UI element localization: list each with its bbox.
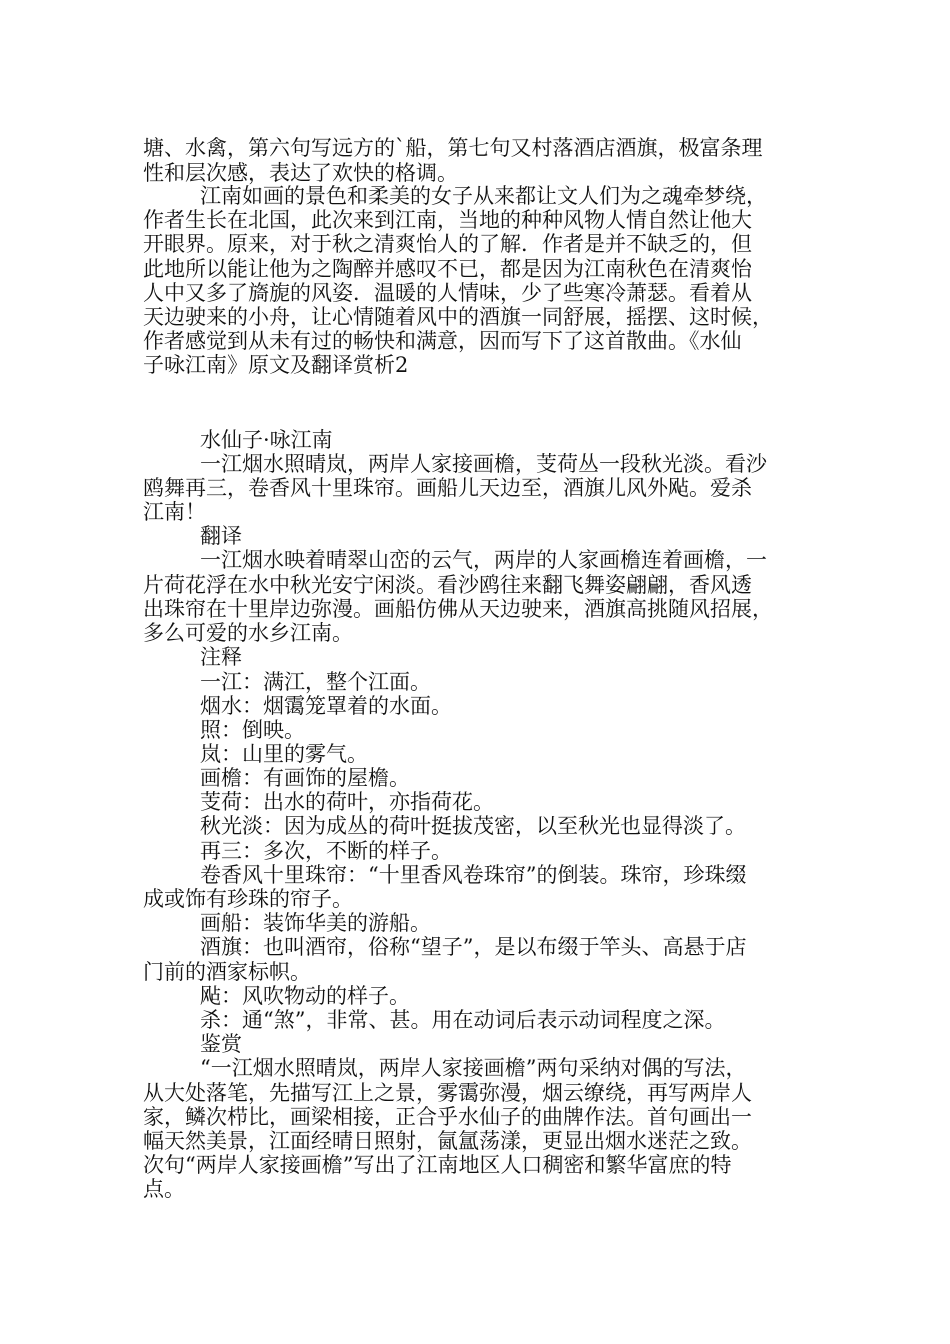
text-line: 此地所以能让他为之陶醉并感叹不已，都是因为江南秋色在清爽怡 [143,257,752,281]
text-line: 性和层次感，表达了欢快的格调。 [143,161,458,185]
note-line: 芰荷：出水的荷叶，亦指荷花。 [200,790,494,814]
appreciation-line: 从大处落笔，先描写江上之景，雾霭弥漫，烟云缭绕，再写两岸人 [143,1081,752,1105]
section-heading-appreciation: 鉴赏 [200,1032,242,1056]
note-line: 烟水：烟霭笼罩着的水面。 [200,694,452,718]
note-line: 画檐：有画饰的屋檐。 [200,766,410,790]
text-line: 人中又多了旖旎的风姿．温暖的人情味，少了些寒冷萧瑟。看着从 [143,281,752,305]
note-line: 秋光淡：因为成丛的荷叶挺拔茂密，以至秋光也显得淡了。 [200,814,746,838]
text-line: 作者感觉到从未有过的畅快和满意，因而写下了这首散曲。《水仙 [143,329,742,353]
section-heading-translation: 翻译 [200,524,242,548]
translation-line: 片荷花浮在水中秋光安宁闲淡。看沙鸥往来翻飞舞姿翩翩，香风透 [143,573,752,597]
text-line: 塘、水禽，第六句写远方的`船，第七句又村落酒店酒旗，极富条理 [143,136,763,160]
note-line: 门前的酒家标帜。 [143,960,311,984]
note-line: 再三：多次，不断的样子。 [200,839,452,863]
appreciation-line: 家，鳞次栉比，画梁相接，正合乎水仙子的曲牌作法。首句画出一 [143,1105,752,1129]
translation-line: 出珠帘在十里岸边弥漫。画船仿佛从天边驶来，酒旗高挑随风招展， [143,597,773,621]
note-line: 成或饰有珍珠的帘子。 [143,887,353,911]
note-line: 岚：山里的雾气。 [200,742,368,766]
text-line: 作者生长在北国，此次来到江南，当地的种种风物人情自然让他大 [143,208,752,232]
appreciation-line: 次句“两岸人家接画檐”写出了江南地区人口稠密和繁华富庶的特 [143,1153,732,1177]
poem-text-line: 一江烟水照晴岚，两岸人家接画檐，芰荷丛一段秋光淡。看沙 [200,452,767,476]
note-line: 画船：装饰华美的游船。 [200,911,431,935]
section-heading-notes: 注释 [200,645,242,669]
appreciation-line: 点。 [143,1177,185,1201]
poem-title: 水仙子·咏江南 [200,428,333,452]
appreciation-line: 幅天然美景，江面经晴日照射，氤氲荡漾，更显出烟水迷茫之致。 [143,1129,752,1153]
text-line: 开眼界。原来，对于秋之清爽怡人的了解．作者是并不缺乏的，但 [143,232,752,256]
note-line: 照：倒映。 [200,718,305,742]
translation-line: 多么可爱的水乡江南。 [143,621,353,645]
note-line: 一江：满江，整个江面。 [200,670,431,694]
translation-line: 一江烟水映着晴翠山峦的云气，两岸的人家画檐连着画檐，一 [200,548,767,572]
poem-text-line: 江南！ [143,500,206,524]
note-line: 酒旗：也叫酒帘，俗称“望子”，是以布缀于竿头、高悬于店 [200,935,747,959]
paragraph-start-line: 江南如画的景色和柔美的女子从来都让文人们为之魂牵梦绕， [200,184,767,208]
note-line: 卷香风十里珠帘：“十里香风卷珠帘”的倒装。珠帘，珍珠缀 [200,863,747,887]
note-line: 飐：风吹物动的样子。 [200,984,410,1008]
text-line: 子咏江南》原文及翻译赏析2 [143,353,409,377]
note-line: 杀：通“煞”，非常、甚。用在动词后表示动词程度之深。 [200,1008,726,1032]
text-line: 天边驶来的小舟，让心情随着风中的酒旗一同舒展，摇摆、这时候， [143,305,773,329]
poem-text-line: 鸥舞再三，卷香风十里珠帘。画船儿天边至，酒旗儿风外飐。爱杀 [143,476,752,500]
appreciation-line: “一江烟水照晴岚，两岸人家接画檐”两句采纳对偶的写法， [200,1056,747,1080]
